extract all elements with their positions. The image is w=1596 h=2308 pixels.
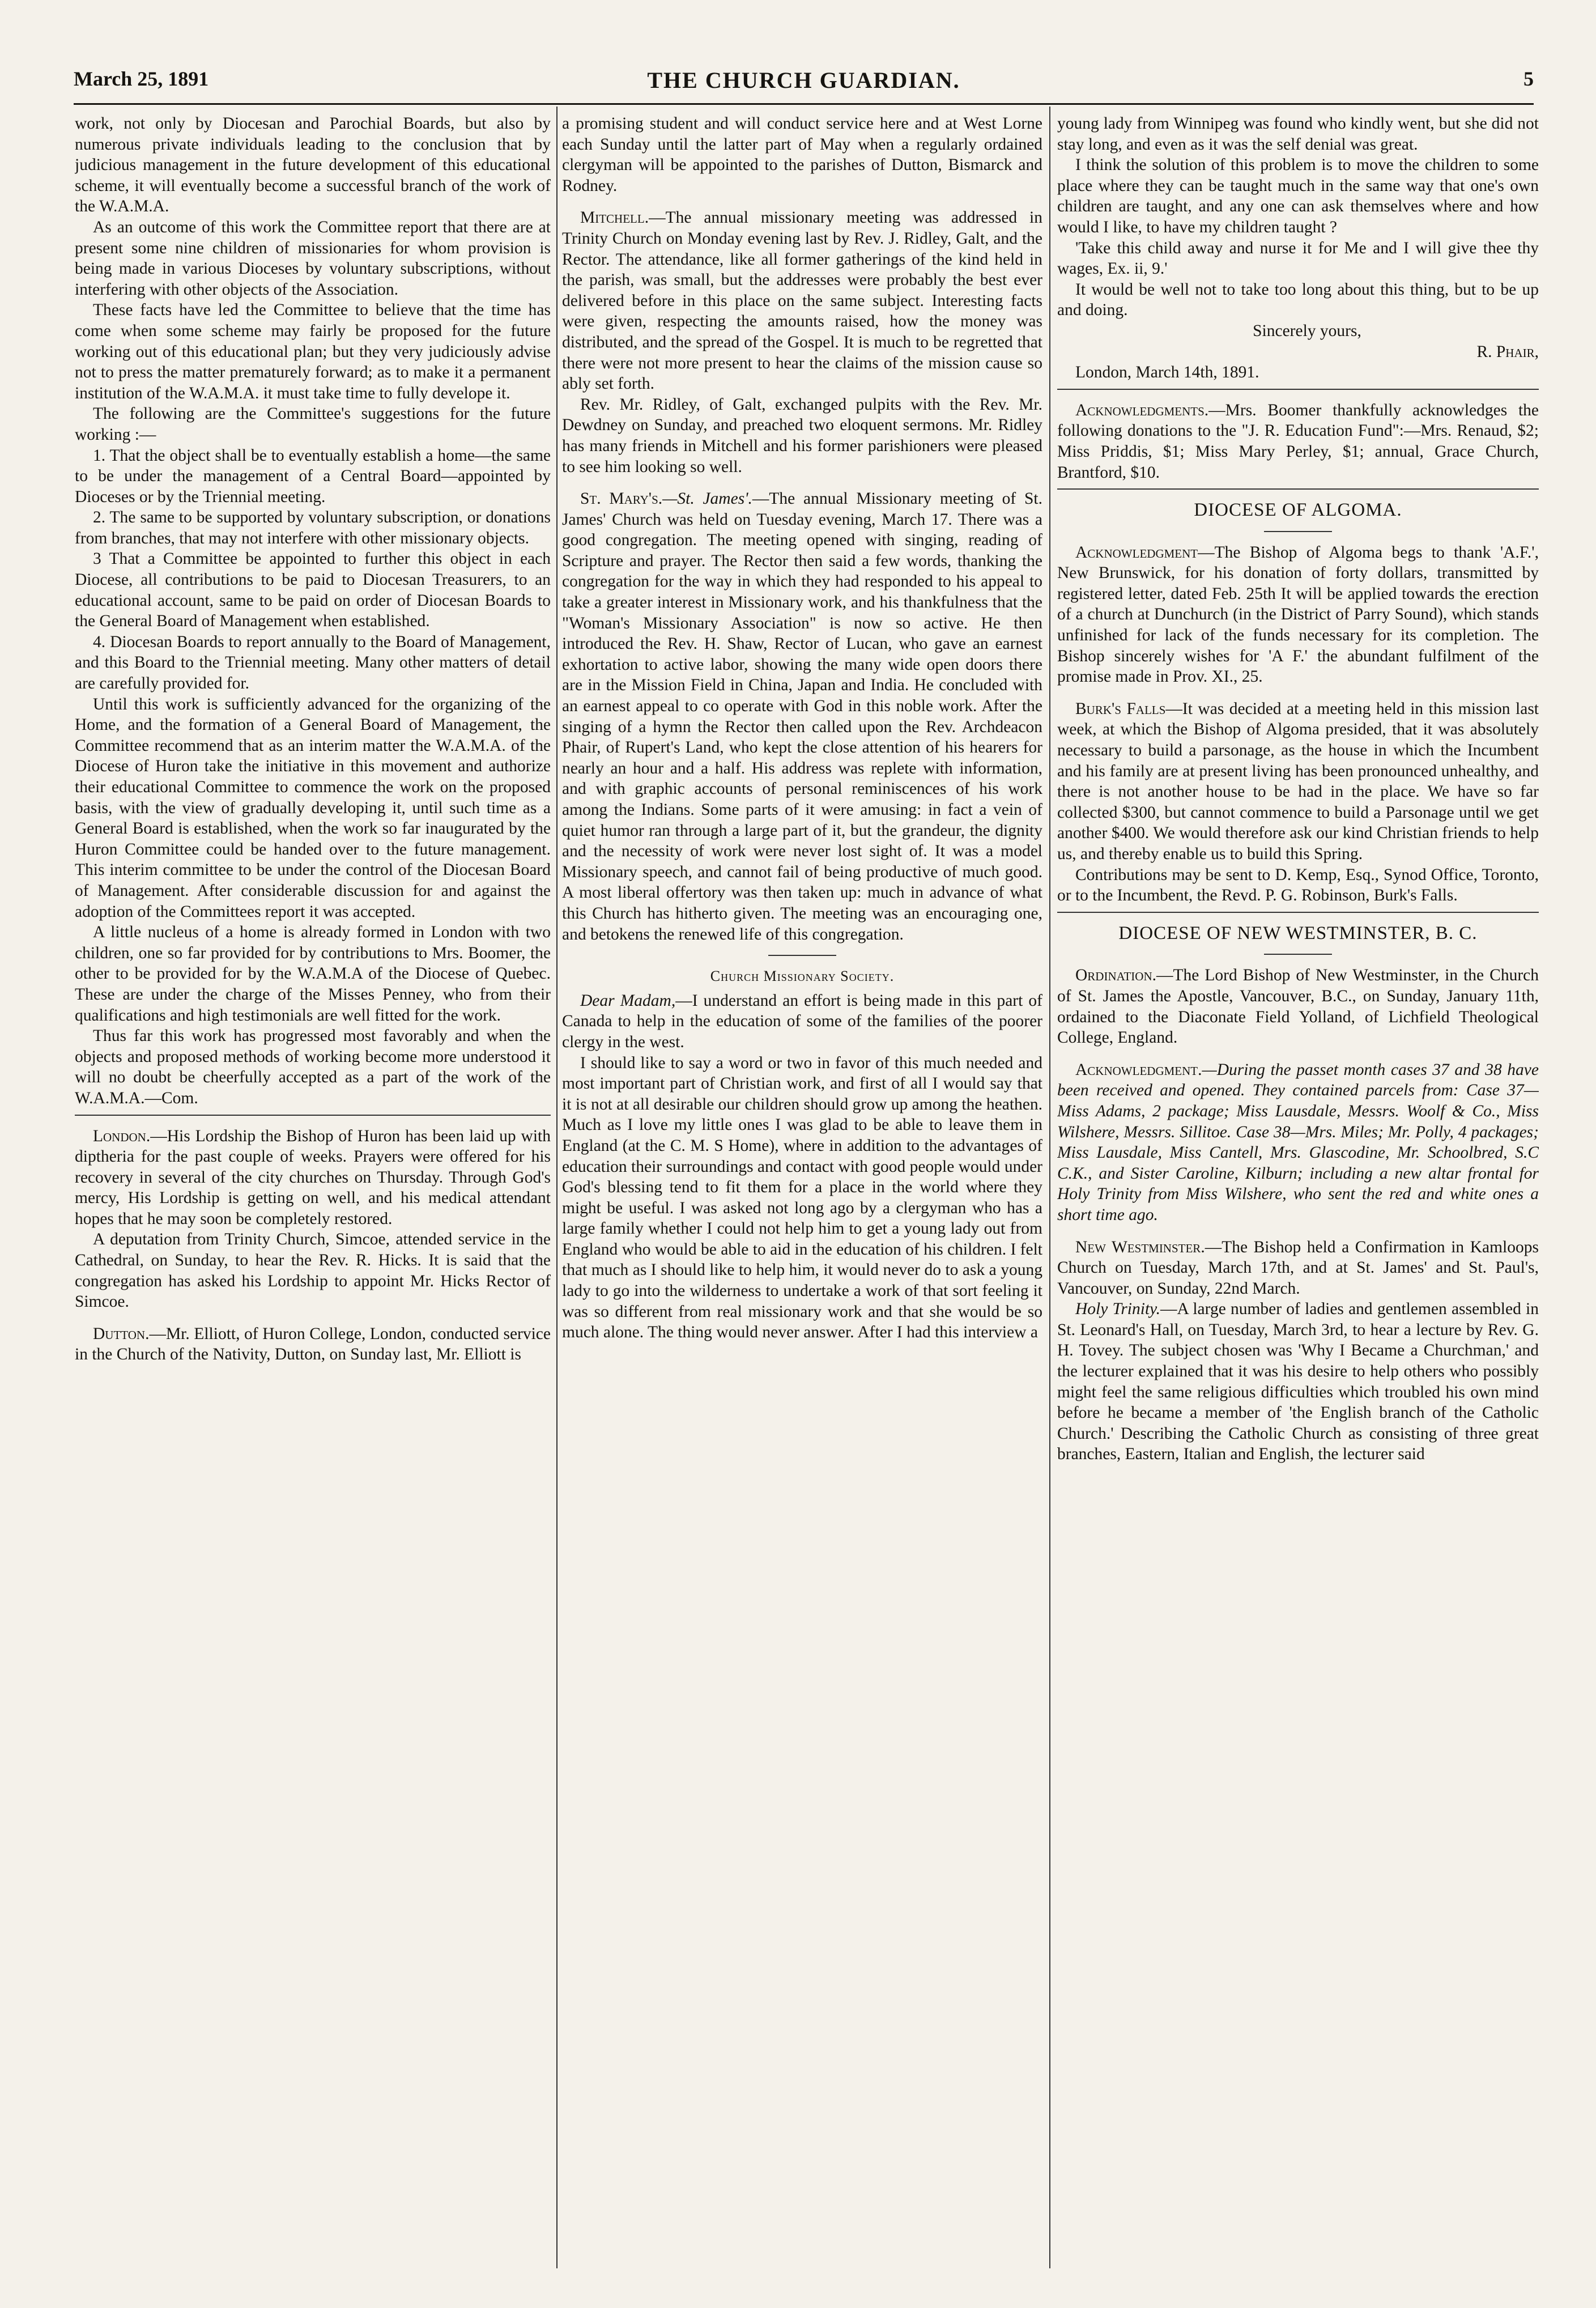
paragraph: A little nucleus of a home is already formed in London with two children, one so far provided for by contributions to Mrs. Boomer, the other to be provided for by the W.A.M.A of the Diocese of Quebec. These are under the charge of the Misses Penney, who from their qualifications and high testimonials are well fitted for the work. [75, 923, 551, 1025]
article-algoma-acknowledgment [1057, 542, 1539, 687]
paragraph: 2. The same to be supported by voluntary subscription, or donations from branches, that may not interfere with other missionary objects. [75, 508, 551, 547]
article-text: —His Lordship the Bishop of Huron has been laid up with diptheria for the past couple of weeks. Prayers were offered for his recovery in several of the city churches on Thursday. Through God's mercy, His Lordship is getting on well, and his medical attendant hopes that he may soon be completely restored. [75, 1127, 551, 1228]
paragraph: young lady from Winnipeg was found who kindly went, but she did not stay long, and even as it was the self denial was great. [1057, 114, 1539, 154]
paragraph: Contributions may be sent to D. Kemp, Esq., Synod Office, Toronto, or to the Incumbent, the Revd. P. G. Robinson, Burk's Falls. [1057, 865, 1539, 905]
letter-signature: R. Phair, [1476, 342, 1539, 361]
article-text: —During the passet month cases 37 and 38 have been received and opened. They contained parcels from: Case 37—Miss Adams, 2 package; Miss Lausdale, Messrs. Woolf & Co., Miss Wilshere, Messrs. Sillitoe. Case 38—Mrs. Miles; Mr. Polly, 4 packages; Miss Lausdale, Miss Cantell, Mrs. Glascodine, Mr. Schoolbred, S.C C.K., and Sister Caroline, Kilburn; including a new altar frontal for Holy Trinity from Miss Wilshere, who sent the red and white ones a short time ago. [1057, 1060, 1539, 1224]
article-heading: Acknowledgment [1075, 543, 1198, 562]
section-rule [1264, 954, 1332, 955]
section-rule [1057, 389, 1539, 390]
article-acknowledgments [1057, 400, 1539, 483]
issue-date: March 25, 1891 [74, 67, 209, 90]
article-mitchell [562, 207, 1042, 394]
article-acknowledgment-cases [1057, 1060, 1539, 1226]
section-rule [768, 955, 836, 956]
article-text: —It was decided at a meeting held in this mission last week, at which the Bishop of Algoma presided, that it was absolutely necessary to build a parsonage, as the house in which the Incumbent and his family are at present living has been pronounced unhealthy, and there is not another house to be had in the place. We have so far collected $300, but cannot commence to build a Parsonage until we get another $400. We would therefore ask our kind Christian friends to help us, and thereby enable us to build this Spring. [1057, 699, 1539, 863]
paragraph: a promising student and will conduct service here and at West Lorne each Sunday until the latter part of May when a regularly ordained clergyman will be appointed to the parishes of Dutton, Bismarck and Rodney. [562, 114, 1042, 195]
page-header [74, 67, 1534, 101]
section-rule [1057, 488, 1539, 490]
article-new-westminster [1057, 1237, 1539, 1299]
article-heading: Mitchell. [580, 209, 649, 227]
article-text: —A large number of ladies and gentlemen assembled in St. Leonard's Hall, on Tuesday, March 3rd, to hear a lecture by Rev. G. H. Tovey. The subject chosen was 'Why I Became a Churchman,' and the lecturer explained that it was his desire to help others who possibly might feel the same religious difficulties which troubled his own mind before he became a member of 'the English branch of the Catholic Church.' Describing the Catholic Church as consisting of three great branches, Eastern, Italian and English, the lecturer said [1057, 1300, 1539, 1464]
article-ordination [1057, 965, 1539, 1048]
header-rule [74, 103, 1534, 105]
article-text: —Mr. Elliott, of Huron College, London, conducted service in the Church of the Nativity, Dutton, on Sunday last, Mr. Elliott is [75, 1324, 551, 1364]
spacer [1057, 687, 1539, 699]
article-text: —The annual Missionary meeting of St. James' Church was held on Tuesday evening, March 17. There was a good congregation. The meeting opened with singing, reading of Scripture and prayer. The Rector then said a few words, thanking the congregation for the way in which they had responded to his appeal to take a greater interest in Missionary work, and his thankfulness that the "Woman's Missionary Association" is now so active. He then introduced the Rev. H. Shaw, Rector of Lucan, who gave an earnest exhortation to active labor, showing the many wide open doors there are in the Mission Field in China, Japan and India. He concluded with an earnest appeal to co operate with God in this noble work. After the singing of a hymn the Rector then called upon the Rev. Archdeacon Phair, of Rupert's Land, who kept the close attention of his hearers for nearly an hour and a half. His address was replete with information, and with graphic accounts of personal reminiscences of his work among the Indians. Some parts of it were amusing: in fact a vein of quiet humor ran through a large part of it, but the grandeur, the dignity and the necessity of work were never lost sight of. It was a model Missionary speech, and cannot fail of being productive of much good. A most liberal offertory was then taken up: much in advance of what this Church has hitherto given. The meeting was an encouraging one, and betokens the renewed life of this congregation. [562, 490, 1042, 943]
column-divider-1 [556, 107, 557, 2268]
letter-text: —I understand an effort is being made in this part of Canada to help in the education of some of the families of the poorer clergy in the west. [562, 991, 1042, 1051]
article-st-marys [562, 488, 1042, 945]
spacer [75, 1312, 551, 1324]
article-text: —The Lord Bishop of New Westminster, in the Church of St. James the Apostle, Vancouver, B.C., on Sunday, January 11th, ordained to the Diaconate Field Yolland, of Lichfield Theological College, England. [1057, 966, 1539, 1047]
page-number: 5 [1523, 67, 1534, 90]
letter-place-date: London, March 14th, 1891. [1075, 363, 1259, 382]
paper-title: THE CHURCH GUARDIAN. [647, 67, 960, 93]
article-text: —The Bishop held a Confirmation in Kamloops Church on Tuesday, March 17th, and at St. James' and St. Paul's, Vancouver, on Sunday, 22nd March. [1057, 1238, 1539, 1298]
paragraph: I think the solution of this problem is to move the children to some place where they can be taught much in the same way that one's own children are taught, and any one can ask themselves where and how would I like, to have my children taught ? [1057, 156, 1539, 236]
article-text: —The annual missionary meeting was addressed in Trinity Church on Monday evening last by Rev. J. Ridley, Galt, and the Rector. The attendance, like all former gatherings of the kind held in the parish, was small, but the addresses were probably the best ever delivered before in this place on the same subject. Interesting facts were given, respecting the amounts raised, how the money was distributed, and the spread of the Gospel. It is much to be regretted that there were not more present to hear the claims of the mission cause so ably set forth. [562, 209, 1042, 393]
spacer [562, 477, 1042, 488]
column-divider-2 [1049, 107, 1050, 2268]
paragraph: It would be well not to take too long about this thing, but to be up and doing. [1057, 280, 1539, 320]
article-text: —The Bishop of Algoma begs to thank 'A.F.', New Brunswick, for his donation of forty dollars, transmitted by registered letter, dated Feb. 25th It will be applied towards the erection of a church at Dunchurch (in the District of Parry Sound), which stands unfinished for lack of the funds necessary for its completion. The Bishop sincerely wishes for 'A F.' the abundant fulfilment of the promise made in Prov. XI., 25. [1057, 543, 1539, 686]
paragraph: Until this work is sufficiently advanced for the organizing of the Home, and the formation of a General Board of Management, the Committee recommend that as an interim matter the W.A.M.A. of the Diocese of Huron take the initiative in this movement and authorize their educational Committee to commence the work on the proposed basis, with the view of gradually developing it, until such time as a General Board is established, when the work so far inaugurated by the Huron Committee could be handed over to the future management. This interim committee to be under the control of the Diocesan Board of Management. After considerable discussion for and against the adoption of the Committees report it was accepted. [75, 695, 551, 921]
paragraph: A deputation from Trinity Church, Simcoe, attended service in the Cathedral, on Sunday, to hear the Rev. R. Hicks. It is said that the congregation has asked his Lordship to appoint Mr. Hicks Rector of Simcoe. [75, 1230, 551, 1311]
letter-closing: Sincerely yours, [1253, 321, 1361, 340]
article-heading: New Westminster. [1075, 1238, 1205, 1256]
paragraph: 'Take this child away and nurse it for Me and I will give thee thy wages, Ex. ii, 9.' [1057, 239, 1539, 278]
column-3 [1057, 113, 1539, 2268]
paragraph: These facts have led the Committee to believe that the time has come when some scheme may fairly be proposed for the future working out of this educational plan; but they very judiciously advise not to press the matter prematurely forward; as to make it a permanent institution of the W.A.M.A. it must take time to fully develope it. [75, 301, 551, 402]
article-holy-trinity [1057, 1299, 1539, 1465]
paragraph: 3 That a Committee be appointed to further this object in each Diocese, all contributions to be paid to Diocesan Treasurers, to an educational account, same to be paid on order of Diocesan Boards to the General Board of Management when established. [75, 550, 551, 631]
article-heading: Holy Trinity. [1075, 1300, 1160, 1319]
letter-opening [562, 991, 1042, 1053]
column-1 [75, 113, 551, 2268]
article-heading: Burk's Falls [1075, 699, 1166, 718]
section-rule [1264, 531, 1332, 532]
paragraph: 1. That the object shall be to eventually establish a home—the same to be under the management of a Central Board—appointed by Dioceses or by the Triennial meeting. [75, 446, 551, 506]
article-heading: Ordination. [1075, 966, 1156, 985]
article-heading: Dutton. [93, 1324, 150, 1343]
article-heading: Acknowledgments. [1075, 401, 1209, 419]
paragraph: I should like to say a word or two in favor of this much needed and most important part of Christian work, and first of all I would say that it is not at all desirable our children should grow up among the heathen. Much as I love my little ones I was glad to be able to leave them in England (at the C. M. S Home), where in addition to the advantages of education their surroundings and contact with good people would under God's blessing tend to fit them for a place in the world where they might be useful. I was asked not long ago by a clergyman who has a large family whether I could not help him to get a young lady out from England who would be able to aid in the education of his children. I felt that much as I should like to help him, it would never do to ask a young lady to go into the wilderness to undertake a work of that sort feeling it was so different from real missionary work and that she would be so much alone. The thing would never answer. After I had this interview a [562, 1053, 1042, 1342]
paragraph: Thus far this work has progressed most favorably and when the objects and proposed methods of working become more understood it will no doubt be cheerfully accepted as a part of the work of the W.A.M.A.—Com. [75, 1027, 551, 1107]
section-rule [75, 1115, 551, 1116]
spacer [562, 196, 1042, 207]
article-burks-falls [1057, 699, 1539, 865]
paragraph: As an outcome of this work the Committee report that there are at present some nine children of missionaries for whom provision is being made in various Dioceses by voluntary subscriptions, without interfering with other objects of the Association. [75, 218, 551, 299]
article-subheading: —St. James'. [662, 490, 752, 508]
diocese-heading: DIOCESE OF ALGOMA. [1194, 500, 1402, 521]
article-heading: London. [93, 1127, 151, 1145]
paragraph: 4. Diocesan Boards to report annually to the Board of Management, and this Board to the Triennial meeting. Many other matters of detail are carefully provided for. [75, 632, 551, 693]
paragraph: The following are the Committee's suggestions for the future working :— [75, 405, 551, 444]
column-2 [562, 113, 1042, 2268]
article-heading: Acknowledgment. [1075, 1060, 1202, 1079]
paragraph: Rev. Mr. Ridley, of Galt, exchanged pulpits with the Rev. Mr. Dewdney on Sunday, and preached two eloquent sermons. Mr. Ridley has many friends in Mitchell and his former parishioners were pleased to see him looking so well. [562, 395, 1042, 476]
spacer [1057, 1048, 1539, 1060]
section-rule [1057, 912, 1539, 913]
diocese-heading: DIOCESE OF NEW WESTMINSTER, B. C. [1118, 923, 1478, 943]
article-london [75, 1126, 551, 1230]
letter-salutation: Dear Madam, [580, 991, 676, 1010]
article-heading: St. Mary's. [580, 490, 663, 508]
section-heading: Church Missionary Society. [710, 968, 895, 985]
spacer [1057, 1226, 1539, 1237]
article-text: —Mrs. Boomer thankfully acknowledges the following donations to the "J. R. Education Fund":—Mrs. Renaud, $2; Miss Priddis, $1; Miss Mary Perley, $1; annual, Grace Church, Brantford, $10. [1057, 401, 1539, 482]
paragraph: work, not only by Diocesan and Parochial Boards, but also by numerous private individuals leading to the conclusion that by judicious management in the future development of this educational scheme, it will eventually become a successful branch of the work of the W.A.M.A. [75, 114, 551, 216]
article-dutton [75, 1324, 551, 1365]
